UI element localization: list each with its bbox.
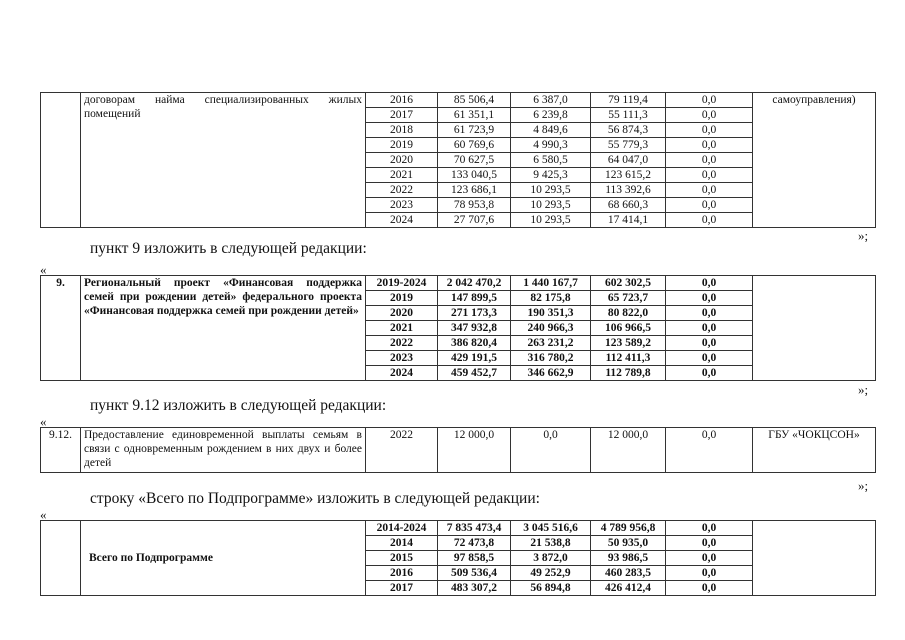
table-4 — [40, 520, 876, 596]
cell-year: 2023 — [366, 351, 438, 366]
item-number: 9.12. — [41, 428, 81, 473]
cell-total: 271 173,3 — [438, 306, 511, 321]
cell-federal: 50 935,0 — [591, 536, 666, 551]
cell-other: 0,0 — [666, 321, 753, 336]
cell-regional: 21 538,8 — [511, 536, 591, 551]
cell-other: 0,0 — [666, 153, 753, 168]
cell-regional: 4 849,6 — [511, 123, 591, 138]
cell-year: 2024 — [366, 366, 438, 381]
table-row — [41, 276, 876, 291]
table-1-body — [41, 93, 876, 228]
cell-federal: 68 660,3 — [591, 198, 666, 213]
table-row — [41, 428, 876, 473]
cell-other: 0,0 — [666, 168, 753, 183]
instruction-2: пункт 9.12 изложить в следующей редакции: — [90, 397, 387, 414]
cell-total: 12 000,0 — [438, 428, 511, 473]
cell-year: 2016 — [366, 566, 438, 581]
cell-total: 70 627,5 — [438, 153, 511, 168]
instruction-1: пункт 9 изложить в следующей редакции: — [90, 240, 367, 257]
table-row — [41, 521, 876, 536]
cell-regional: 263 231,2 — [511, 336, 591, 351]
cell-year: 2019 — [366, 138, 438, 153]
cell-year: 2014 — [366, 536, 438, 551]
cell-year: 2020 — [366, 306, 438, 321]
cell-year: 2020 — [366, 153, 438, 168]
item-name: Предоставление единовременной выплаты семьям в связи с одновременным рождением в них двух и более детей — [81, 428, 366, 473]
cell-other: 0,0 — [666, 276, 753, 291]
cell-regional: 10 293,5 — [511, 198, 591, 213]
close-quote-3: »; — [858, 478, 869, 493]
open-quote-2: « — [40, 414, 47, 429]
cell-year: 2014-2024 — [366, 521, 438, 536]
open-quote-1: « — [40, 262, 47, 277]
cell-year: 2019 — [366, 291, 438, 306]
cell-federal: 106 966,5 — [591, 321, 666, 336]
cell-total: 61 723,9 — [438, 123, 511, 138]
cell-year: 2019-2024 — [366, 276, 438, 291]
cell-other: 0,0 — [666, 138, 753, 153]
table-1 — [40, 92, 876, 228]
cell-other: 0,0 — [666, 183, 753, 198]
cell-other: 0,0 — [666, 291, 753, 306]
cell-other: 0,0 — [666, 93, 753, 108]
cell-federal: 123 589,2 — [591, 336, 666, 351]
cell-regional: 6 387,0 — [511, 93, 591, 108]
cell-total: 459 452,7 — [438, 366, 511, 381]
cell-other: 0,0 — [666, 551, 753, 566]
cell-federal: 112 789,8 — [591, 366, 666, 381]
cell-total: 2 042 470,2 — [438, 276, 511, 291]
cell-federal: 123 615,2 — [591, 168, 666, 183]
item-number: 9. — [41, 276, 81, 381]
cell-total: 386 820,4 — [438, 336, 511, 351]
close-quote-2: »; — [858, 382, 869, 397]
close-quote-1: »; — [858, 228, 869, 243]
cell-year: 2016 — [366, 93, 438, 108]
cell-federal: 55 779,3 — [591, 138, 666, 153]
cell-federal: 65 723,7 — [591, 291, 666, 306]
cell-regional: 0,0 — [511, 428, 591, 473]
cell-federal: 93 986,5 — [591, 551, 666, 566]
cell-federal: 602 302,5 — [591, 276, 666, 291]
cell-total: 509 536,4 — [438, 566, 511, 581]
cell-total: 133 040,5 — [438, 168, 511, 183]
cell-total: 72 473,8 — [438, 536, 511, 551]
cell-total: 85 506,4 — [438, 93, 511, 108]
cell-other: 0,0 — [666, 366, 753, 381]
cell-total: 147 899,5 — [438, 291, 511, 306]
cell-regional: 10 293,5 — [511, 183, 591, 198]
cell-regional: 56 894,8 — [511, 581, 591, 596]
table-3 — [40, 427, 876, 473]
cell-total: 7 835 473,4 — [438, 521, 511, 536]
cell-federal: 4 789 956,8 — [591, 521, 666, 536]
cell-regional: 6 239,8 — [511, 108, 591, 123]
cell-regional: 82 175,8 — [511, 291, 591, 306]
cell-federal: 112 411,3 — [591, 351, 666, 366]
cell-other: 0,0 — [666, 581, 753, 596]
item-executor: ГБУ «ЧОКЦСОН» — [753, 428, 876, 473]
cell-other: 0,0 — [666, 336, 753, 351]
cell-federal: 80 822,0 — [591, 306, 666, 321]
cell-year: 2022 — [366, 428, 438, 473]
cell-regional: 6 580,5 — [511, 153, 591, 168]
cell-regional: 49 252,9 — [511, 566, 591, 581]
cell-year: 2022 — [366, 336, 438, 351]
cell-other: 0,0 — [666, 108, 753, 123]
cell-year: 2022 — [366, 183, 438, 198]
cell-regional: 240 966,3 — [511, 321, 591, 336]
cell-federal: 460 283,5 — [591, 566, 666, 581]
cell-other: 0,0 — [666, 351, 753, 366]
instruction-3: строку «Всего по Подпрограмме» изложить в следующей редакции: — [90, 490, 540, 507]
cell-regional: 346 662,9 — [511, 366, 591, 381]
item-name: Всего по Подпрограмме — [81, 521, 366, 596]
cell-other: 0,0 — [666, 123, 753, 138]
cell-regional: 190 351,3 — [511, 306, 591, 321]
cell-total: 60 769,6 — [438, 138, 511, 153]
cell-regional: 316 780,2 — [511, 351, 591, 366]
item-name: Региональный проект «Финансовая поддержка семей при рождении детей» федерального проекта «Финансовая поддержка семей при рождении детей» — [81, 276, 366, 381]
item-name: договорам найма специализированных жилых помещений — [81, 93, 366, 228]
cell-total: 78 953,8 — [438, 198, 511, 213]
cell-regional: 10 293,5 — [511, 213, 591, 228]
item-number — [41, 93, 81, 228]
cell-federal: 17 414,1 — [591, 213, 666, 228]
cell-year: 2017 — [366, 108, 438, 123]
table-4-body — [41, 521, 876, 596]
cell-other: 0,0 — [666, 521, 753, 536]
cell-other: 0,0 — [666, 198, 753, 213]
cell-year: 2021 — [366, 168, 438, 183]
cell-total: 429 191,5 — [438, 351, 511, 366]
cell-regional: 9 425,3 — [511, 168, 591, 183]
table-row — [41, 93, 876, 108]
cell-regional: 4 990,3 — [511, 138, 591, 153]
cell-total: 483 307,2 — [438, 581, 511, 596]
cell-total: 97 858,5 — [438, 551, 511, 566]
cell-year: 2024 — [366, 213, 438, 228]
cell-year: 2021 — [366, 321, 438, 336]
cell-total: 347 932,8 — [438, 321, 511, 336]
cell-other: 0,0 — [666, 306, 753, 321]
cell-total: 123 686,1 — [438, 183, 511, 198]
cell-other: 0,0 — [666, 566, 753, 581]
cell-federal: 12 000,0 — [591, 428, 666, 473]
cell-total: 61 351,1 — [438, 108, 511, 123]
cell-other: 0,0 — [666, 536, 753, 551]
cell-federal: 113 392,6 — [591, 183, 666, 198]
table-2 — [40, 275, 876, 381]
cell-regional: 3 045 516,6 — [511, 521, 591, 536]
cell-year: 2015 — [366, 551, 438, 566]
item-executor — [753, 521, 876, 596]
cell-year: 2017 — [366, 581, 438, 596]
item-number — [41, 521, 81, 596]
item-executor: самоуправления) — [753, 93, 876, 228]
cell-total: 27 707,6 — [438, 213, 511, 228]
cell-federal: 426 412,4 — [591, 581, 666, 596]
cell-federal: 55 111,3 — [591, 108, 666, 123]
cell-other: 0,0 — [666, 213, 753, 228]
cell-federal: 79 119,4 — [591, 93, 666, 108]
item-executor — [753, 276, 876, 381]
table-2-body — [41, 276, 876, 381]
cell-year: 2018 — [366, 123, 438, 138]
cell-other: 0,0 — [666, 428, 753, 473]
open-quote-3: « — [40, 507, 47, 522]
cell-year: 2023 — [366, 198, 438, 213]
cell-federal: 64 047,0 — [591, 153, 666, 168]
cell-regional: 1 440 167,7 — [511, 276, 591, 291]
cell-federal: 56 874,3 — [591, 123, 666, 138]
cell-regional: 3 872,0 — [511, 551, 591, 566]
